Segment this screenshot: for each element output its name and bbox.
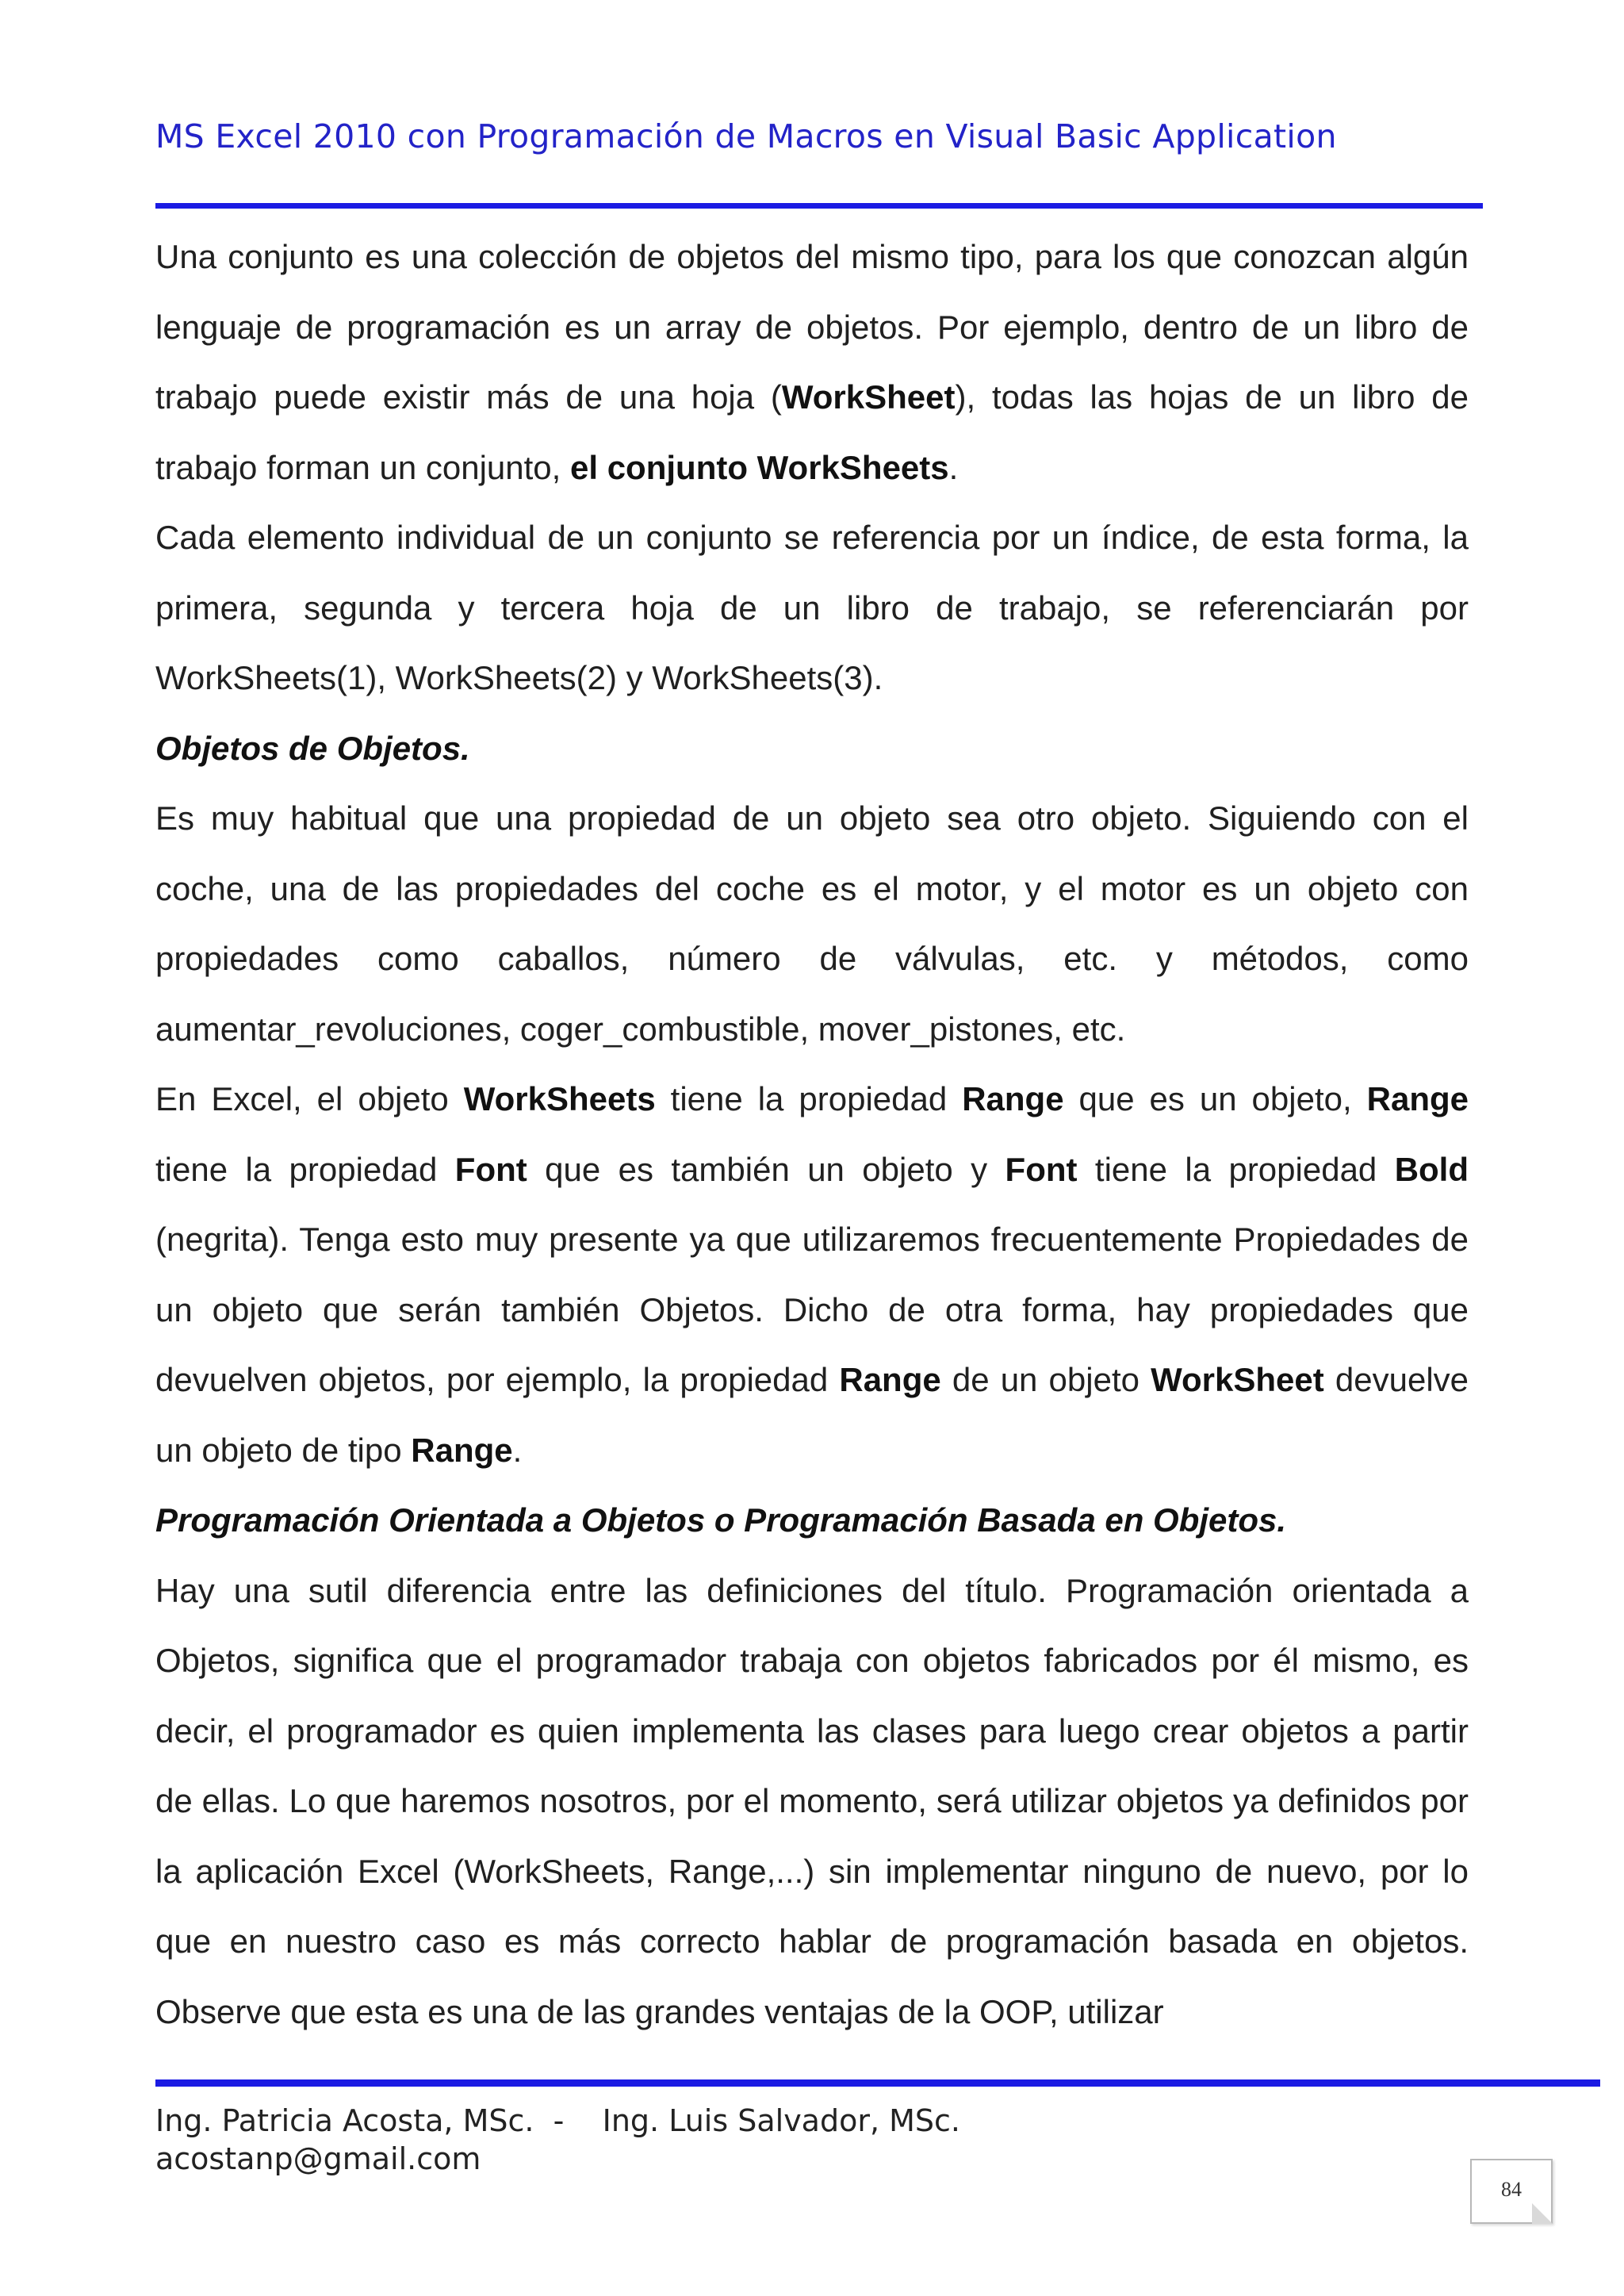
bold-term: Range xyxy=(839,1361,941,1398)
bold-term: Font xyxy=(454,1150,527,1188)
document-body xyxy=(155,222,1469,2047)
text-span: que es un objeto, xyxy=(1063,1080,1367,1117)
text-span: devuelve un objeto de tipo xyxy=(155,1361,1469,1469)
bold-term: WorkSheet xyxy=(1151,1361,1324,1398)
text-span: (negrita). Tenga esto muy presente ya que utilizaremos frecuentemente Propiedades de un objeto que serán también Objetos. Dicho de otra forma, hay propiedades que devuelven objetos, por ejemplo, la propiedad xyxy=(155,1221,1469,1398)
page-curl-icon xyxy=(1532,2203,1553,2224)
text-span: que es también un objeto y xyxy=(527,1150,1005,1188)
bold-term: Range xyxy=(411,1431,513,1469)
bold-term: Font xyxy=(1005,1150,1078,1188)
paragraph-excel-objects xyxy=(155,1064,1469,1485)
paragraph-coche: Es muy habitual que una propiedad de un objeto sea otro objeto. Siguiendo con el coche, una de las propiedades del coche es el motor, y el motor es un objeto con propiedades como caballos, número de válvulas, etc. y métodos, como aumentar_revoluciones, coger_combustible, mover_pistones, etc. xyxy=(155,799,1469,1048)
text-span: tiene la propiedad xyxy=(1077,1150,1395,1188)
text-span: Una conjunto es una colección de objetos del mismo tipo, para los que conozcan algún lenguaje de programación es un array de objetos. Por ejemplo, dentro de un libro de trabajo puede existir más de una hoja ( xyxy=(155,238,1469,416)
page-number: 84 xyxy=(1501,2178,1522,2201)
bold-term: WorkSheet xyxy=(781,378,956,416)
subheading-objetos-de-objetos: Objetos de Objetos. xyxy=(155,729,470,767)
text-span: . xyxy=(512,1431,523,1469)
page-number-box xyxy=(1470,2159,1553,2224)
bold-term: el conjunto WorkSheets xyxy=(570,448,949,486)
text-span: tiene la propiedad xyxy=(155,1150,455,1188)
text-span: ), todas las hojas de un libro de trabajo forman un conjunto, xyxy=(155,378,1469,486)
paragraph-indice: Cada elemento individual de un conjunto se referencia por un índice, de esta forma, la primera, segunda y tercera hoja de un libro de trabajo, se referenciarán por WorkSheets(1), WorkSheets(2) y WorkSheets(3). xyxy=(155,519,1469,696)
footer-email: acostanp@gmail.com xyxy=(155,2141,481,2176)
text-span: En Excel, el objeto xyxy=(155,1080,464,1117)
header-divider xyxy=(155,203,1483,209)
page-header-title: MS Excel 2010 con Programación de Macros en Visual Basic Application xyxy=(155,117,1337,155)
bold-term: WorkSheets xyxy=(463,1080,656,1117)
paragraph-diferencia: Hay una sutil diferencia entre las definiciones del título. Programación orientada a Objetos, significa que el programador trabaja con objetos fabricados por él mismo, es decir, el programador es quien implementa las clases para luego crear objetos a partir de ellas. Lo que haremos nosotros, por el momento, será utilizar objetos ya definidos por la aplicación Excel (WorkSheets, Range,...) sin implementar ninguno de nuevo, por lo que en nuestro caso es más correcto hablar de programación basada en objetos. Observe que esta es una de las grandes ventajas de la OOP, utilizar xyxy=(155,1571,1469,2030)
paragraph-conjunto xyxy=(155,222,1469,503)
text-span: de un objeto xyxy=(940,1361,1151,1398)
footer-divider xyxy=(155,2079,1600,2087)
text-span: . xyxy=(948,448,959,486)
footer-authors: Ing. Patricia Acosta, MSc. - Ing. Luis Salvador, MSc. xyxy=(155,2103,960,2138)
bold-term: Bold xyxy=(1394,1150,1469,1188)
bold-term: Range xyxy=(962,1080,1064,1117)
text-span: tiene la propiedad xyxy=(655,1080,963,1117)
subheading-programacion-orientada: Programación Orientada a Objetos o Programación Basada en Objetos. xyxy=(155,1501,1287,1539)
bold-term: Range xyxy=(1366,1080,1469,1117)
